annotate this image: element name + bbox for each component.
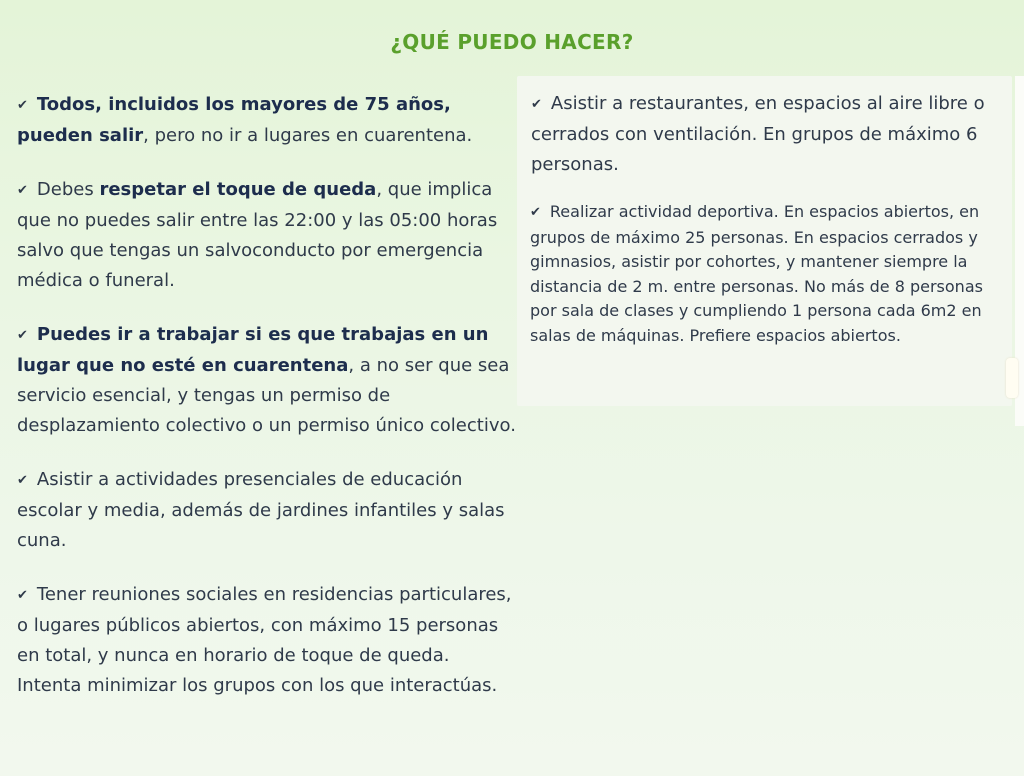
item-bold-text: respetar el toque de queda <box>99 179 377 200</box>
checkmark-icon: ✔ <box>531 97 542 112</box>
item-bold-text: Puedes ir a trabajar si es que trabajas en un lugar que no esté en cuarentena <box>17 324 489 376</box>
item-text: Asistir a actividades presenciales de educación escolar y media, además de jardines infantiles y salas cuna. <box>17 469 505 551</box>
right-list-bottom <box>530 200 1000 372</box>
item-text: , pero no ir a lugares en cuarentena. <box>143 125 473 146</box>
right-list-top <box>531 89 1001 204</box>
checkmark-icon: ✔ <box>17 98 28 113</box>
list-item <box>530 200 1000 348</box>
checkmark-icon: ✔ <box>530 205 541 220</box>
item-text: , a no ser que sea servicio esencial, y tengas un permiso de desplazamiento colectivo o un permiso único colectivo. <box>17 355 516 436</box>
item-text: Debes <box>36 179 100 200</box>
list-item <box>17 320 517 441</box>
list-item <box>17 465 517 556</box>
checkmark-icon: ✔ <box>17 588 28 603</box>
list-item <box>17 90 517 151</box>
checkmark-icon: ✔ <box>17 183 28 198</box>
list-item <box>17 580 517 701</box>
item-bold-text: Todos, incluidos los mayores de 75 años, pueden salir <box>17 94 451 146</box>
list-item <box>17 175 517 296</box>
checkmark-icon: ✔ <box>17 328 28 343</box>
item-text: Tener reuniones sociales en residencias particulares, o lugares públicos abiertos, con máximo 15 personas en total, y nunca en horario de toque de queda. Intenta minimizar los grupos con los que interactúas. <box>17 584 512 696</box>
left-column <box>17 90 517 725</box>
page-title: ¿QUÉ PUEDO HACER? <box>390 30 634 54</box>
list-item <box>531 89 1001 180</box>
item-text: Realizar actividad deportiva. En espacios abiertos, en grupos de máximo 25 personas. En espacios cerrados y gimnasios, asistir por cohortes, y mantener siempre la distancia de 2 m. entre personas. No más de 8 personas por sala de clases y cumpliendo 1 persona cada 6m2 en salas de máquinas. Prefiere espacios abiertos. <box>530 202 983 345</box>
right-column <box>517 76 1024 426</box>
item-text: , que implica que no puedes salir entre las 22:00 y las 05:00 horas salvo que tengas un salvoconducto por emergencia médica o funeral. <box>17 179 498 291</box>
item-text: Asistir a restaurantes, en espacios al aire libre o cerrados con ventilación. En grupos de máximo 6 personas. <box>531 93 985 175</box>
scroll-handle[interactable] <box>1006 358 1018 398</box>
checkmark-icon: ✔ <box>17 473 28 488</box>
